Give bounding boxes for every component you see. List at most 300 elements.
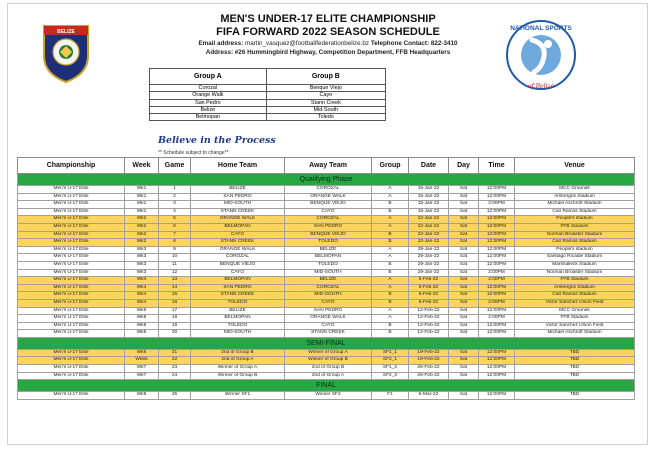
table-row — [18, 292, 635, 300]
table-row — [18, 223, 635, 231]
cell-game: 4 — [159, 208, 191, 216]
col-date: Date — [409, 158, 449, 174]
cell-away-team: BELMOPAN — [285, 254, 372, 262]
groups-row — [150, 92, 386, 99]
cell-championship: Men's U-17 Elite — [18, 299, 125, 307]
cell-day: Sat — [449, 357, 479, 365]
cell-game: 21 — [159, 349, 191, 357]
cell-venue: MCC Grounds — [515, 186, 635, 194]
cell-day: Sat — [449, 315, 479, 323]
cell-away-team: BELIZE — [285, 246, 372, 254]
cell-date: 22-Jan-22 — [409, 239, 449, 247]
contact-line — [138, 39, 518, 48]
cell-time: 12:00PM — [479, 239, 515, 247]
phase-title: SEMI-FINAL — [18, 337, 635, 349]
cell-venue: TBD — [515, 349, 635, 357]
col-group: Group — [372, 158, 409, 174]
groups-row — [150, 85, 386, 92]
cell-week: Wk4 — [125, 277, 159, 285]
cell-away-team: Winner of Group B — [285, 357, 372, 365]
cell-time: 12:00PM — [479, 365, 515, 373]
cell-away-team: CAYO — [285, 322, 372, 330]
col-venue: Venue — [515, 158, 635, 174]
cell-day: Sat — [449, 261, 479, 269]
cell-away-team: Winner of Group A — [285, 349, 372, 357]
table-row — [18, 216, 635, 224]
cell-date: 19-Feb-22 — [409, 349, 449, 357]
table-row — [18, 315, 635, 323]
cell-game: 8 — [159, 239, 191, 247]
cell-date: 5-Feb-22 — [409, 277, 449, 285]
cell-week: Wk3 — [125, 269, 159, 277]
table-row — [18, 261, 635, 269]
cell-group: SF2_2 — [372, 372, 409, 380]
cell-away-team: BENQUE VIEJO — [285, 231, 372, 239]
cell-venue: Carl Ramos Stadium — [515, 292, 635, 300]
cell-venue: Ambergris Stadium — [515, 193, 635, 201]
cell-group: A — [372, 254, 409, 262]
cell-championship: Men's U-17 Elite — [18, 277, 125, 285]
cell-home-team: BELIZE — [191, 307, 285, 315]
cell-time: 12:00PM — [479, 216, 515, 224]
table-row — [18, 269, 635, 277]
cell-day: Sat — [449, 239, 479, 247]
cell-group: F1 — [372, 392, 409, 400]
cell-game: 23 — [159, 365, 191, 373]
cell-group: A — [372, 246, 409, 254]
phase-header-row — [18, 174, 635, 186]
cell-championship: Men's U-17 Elite — [18, 372, 125, 380]
schedule-header-row — [18, 158, 635, 174]
cell-championship: Men's U-17 Elite — [18, 392, 125, 400]
cell-home-team: Winner of Group B — [191, 372, 285, 380]
cell-venue: FFB Stadium — [515, 223, 635, 231]
cell-championship: Men's U-17 Elite — [18, 330, 125, 338]
cell-day: Sat — [449, 208, 479, 216]
cell-home-team: BELMOPAN — [191, 277, 285, 285]
cell-week: Wk3 — [125, 261, 159, 269]
cell-day: Sat — [449, 292, 479, 300]
phase-header-row — [18, 337, 635, 349]
cell-home-team: ORANGE WALK — [191, 246, 285, 254]
cell-game: 12 — [159, 269, 191, 277]
cell-week: Wk8 — [125, 392, 159, 400]
cell-day: Sat — [449, 223, 479, 231]
table-row — [18, 231, 635, 239]
svg-text:NATIONAL SPORTS: NATIONAL SPORTS — [510, 25, 572, 32]
col-time: Time — [479, 158, 515, 174]
cell-venue: Norman Broaster Stadium — [515, 269, 635, 277]
group-b-team: Cayo — [266, 92, 385, 99]
cell-date: 12-Feb-22 — [409, 307, 449, 315]
table-row — [18, 299, 635, 307]
cell-game: 25 — [159, 392, 191, 400]
cell-away-team: TOLEDO — [285, 239, 372, 247]
cell-group: B — [372, 239, 409, 247]
cell-day: Sat — [449, 392, 479, 400]
cell-group: A — [372, 284, 409, 292]
group-b-team: Mid-South — [266, 106, 385, 113]
cell-away-team: CAYO — [285, 208, 372, 216]
cell-venue: TBD — [515, 372, 635, 380]
cell-championship: Men's U-17 Elite — [18, 284, 125, 292]
cell-venue: Michael Aschroft Stadium — [515, 330, 635, 338]
cell-time: 12:00PM — [479, 349, 515, 357]
cell-group: A — [372, 216, 409, 224]
cell-day: Sat — [449, 365, 479, 373]
cell-time: 12:00PM — [479, 372, 515, 380]
cell-game: 24 — [159, 372, 191, 380]
ffb-crest-logo — [38, 22, 94, 84]
cell-away-team: 2nd of Group B — [285, 365, 372, 373]
title-line-1: MEN'S UNDER-17 ELITE CHAMPIONSHIP — [220, 13, 436, 25]
cell-group: B — [372, 201, 409, 209]
cell-home-team: STANN CREEK — [191, 292, 285, 300]
cell-away-team: COROZAL — [285, 284, 372, 292]
cell-week: Wk2 — [125, 216, 159, 224]
cell-date: 5-Feb-22 — [409, 299, 449, 307]
cell-day: Sat — [449, 322, 479, 330]
cell-championship: Men's U-17 Elite — [18, 186, 125, 194]
cell-championship: Men's U-17 Elite — [18, 223, 125, 231]
cell-group: B — [372, 269, 409, 277]
cell-championship: Men's U-17 Elite — [18, 231, 125, 239]
group-a-team: San Pedro — [150, 99, 267, 106]
cell-day: Sat — [449, 330, 479, 338]
cell-home-team: BELMOPAN — [191, 315, 285, 323]
cell-away-team: MID-SOUTH — [285, 269, 372, 277]
table-row — [18, 201, 635, 209]
cell-time: 12:00PM — [479, 284, 515, 292]
cell-game: 18 — [159, 315, 191, 323]
cell-venue: People's stadium — [515, 246, 635, 254]
group-b-header: Group B — [266, 69, 385, 85]
cell-date: 26-Feb-22 — [409, 365, 449, 373]
cell-time: 12:00PM — [479, 208, 515, 216]
group-a-team: Corozal — [150, 85, 267, 92]
title-line-2: FIFA FORWARD 2022 SEASON SCHEDULE — [216, 26, 440, 38]
table-row — [18, 322, 635, 330]
cell-time: 12:00PM — [479, 261, 515, 269]
cell-venue: Carl Ramos Stadium — [515, 208, 635, 216]
cell-home-team: COROZAL — [191, 254, 285, 262]
cell-week: Wk5 — [125, 322, 159, 330]
cell-away-team: Winner SF2 — [285, 392, 372, 400]
cell-home-team: STANN CREEK — [191, 208, 285, 216]
cell-home-team: TOLEDO — [191, 299, 285, 307]
cell-group: B — [372, 231, 409, 239]
group-a-team: Orange Walk — [150, 92, 267, 99]
cell-home-team: STANN CREEK — [191, 239, 285, 247]
cell-game: 19 — [159, 322, 191, 330]
cell-date: 15-Jan-22 — [409, 208, 449, 216]
cell-championship: Men's U-17 Elite — [18, 216, 125, 224]
cell-date: 19-Feb-22 — [409, 357, 449, 365]
cell-day: Sat — [449, 254, 479, 262]
col-game: Game — [159, 158, 191, 174]
cell-time: 12:00PM — [479, 254, 515, 262]
cell-away-team: STANN CREEK — [285, 330, 372, 338]
schedule-document — [7, 3, 648, 445]
cell-day: Sat — [449, 307, 479, 315]
cell-week: Wk2 — [125, 231, 159, 239]
cell-day: Sat — [449, 246, 479, 254]
cell-date: 5-Feb-22 — [409, 284, 449, 292]
cell-away-team: COROZAL — [285, 186, 372, 194]
cell-time: 2:00PM — [479, 277, 515, 285]
table-row — [18, 365, 635, 373]
cell-home-team: BELIZE — [191, 186, 285, 194]
cell-day: Sat — [449, 193, 479, 201]
cell-game: 13 — [159, 277, 191, 285]
cell-day: Sat — [449, 186, 479, 194]
cell-time: 12:00PM — [479, 231, 515, 239]
cell-group: A — [372, 223, 409, 231]
cell-week: Wk1 — [125, 208, 159, 216]
cell-home-team: CAYO — [191, 231, 285, 239]
cell-championship: Men's U-17 Elite — [18, 349, 125, 357]
cell-day: Sat — [449, 216, 479, 224]
cell-away-team: TOLEDO — [285, 261, 372, 269]
phase-title: Qualifying Phase — [18, 174, 635, 186]
email-label: Email address: — [198, 40, 244, 47]
cell-group: SF2_1 — [372, 357, 409, 365]
cell-time: 12:00PM — [479, 392, 515, 400]
cell-home-team: TOLEDO — [191, 322, 285, 330]
cell-game: 7 — [159, 231, 191, 239]
cell-game: 11 — [159, 261, 191, 269]
address-line: Address: #26 Hummingbird Highway, Competition Department, FFB Headquarters — [205, 49, 451, 56]
col-championship: Championship — [18, 158, 125, 174]
cell-venue: Ambergris Stadium — [515, 284, 635, 292]
cell-venue: TBD — [515, 392, 635, 400]
group-a-team: Belmopan — [150, 114, 267, 121]
cell-home-team: ORANGE WALK — [191, 216, 285, 224]
cell-away-team: SAN PEDRO — [285, 223, 372, 231]
cell-away-team: 2nd of Group A — [285, 372, 372, 380]
cell-game: 20 — [159, 330, 191, 338]
group-b-team: Toledo — [266, 114, 385, 121]
cell-week: Wk4 — [125, 292, 159, 300]
cell-championship: Men's U-17 Elite — [18, 315, 125, 323]
phase-header-row — [18, 380, 635, 392]
cell-date: 15-Jan-22 — [409, 201, 449, 209]
cell-home-team: 2nd of Group B — [191, 349, 285, 357]
cell-date: 15-Jan-22 — [409, 186, 449, 194]
cell-championship: Men's U-17 Elite — [18, 193, 125, 201]
cell-time: 12:00PM — [479, 246, 515, 254]
cell-venue: Santiago Ricalde Stadium — [515, 254, 635, 262]
cell-home-team: MID-SOUTH — [191, 330, 285, 338]
cell-date: 29-Jan-22 — [409, 254, 449, 262]
cell-game: 5 — [159, 216, 191, 224]
phone-value: 822-3410 — [430, 40, 458, 47]
table-row — [18, 330, 635, 338]
cell-championship: Men's U-17 Elite — [18, 201, 125, 209]
cell-time: 2:00PM — [479, 315, 515, 323]
cell-week: Wk4 — [125, 299, 159, 307]
table-row — [18, 239, 635, 247]
cell-championship: Men's U-17 Elite — [18, 269, 125, 277]
group-b-team: Benque Viejo — [266, 85, 385, 92]
cell-away-team: SAN PEDRO — [285, 307, 372, 315]
cell-date: 29-Jan-22 — [409, 261, 449, 269]
cell-time: 12:00PM — [479, 357, 515, 365]
cell-day: Sat — [449, 372, 479, 380]
cell-venue: FFB Stadium — [515, 315, 635, 323]
cell-date: 12-Feb-22 — [409, 322, 449, 330]
cell-away-team: MID-SOUTH — [285, 292, 372, 300]
cell-date: 12-Feb-22 — [409, 330, 449, 338]
cell-time: 2:00PM — [479, 299, 515, 307]
cell-time: 12:00PM — [479, 330, 515, 338]
cell-day: Sat — [449, 269, 479, 277]
cell-away-team: CAYO — [285, 299, 372, 307]
table-row — [18, 372, 635, 380]
cell-week: Wk1 — [125, 186, 159, 194]
table-row — [18, 208, 635, 216]
schedule-note: ** Schedule subject to change** — [158, 150, 229, 156]
cell-away-team: BELIZE — [285, 277, 372, 285]
cell-away-team: ORANGE WALK — [285, 193, 372, 201]
cell-time: 12:00PM — [479, 193, 515, 201]
cell-away-team: ORANGE WALK — [285, 315, 372, 323]
table-row — [18, 254, 635, 262]
cell-date: 15-Jan-22 — [409, 193, 449, 201]
cell-championship: Men's U-17 Elite — [18, 357, 125, 365]
cell-venue: Carl Ramos Stadium — [515, 239, 635, 247]
table-row — [18, 277, 635, 285]
cell-championship: Men's U-17 Elite — [18, 365, 125, 373]
group-a-team: Belize — [150, 106, 267, 113]
cell-championship: Men's U-17 Elite — [18, 292, 125, 300]
cell-game: 2 — [159, 193, 191, 201]
cell-week: Wk1 — [125, 193, 159, 201]
cell-week: Wk1 — [125, 201, 159, 209]
cell-game: 14 — [159, 284, 191, 292]
document-header — [138, 13, 518, 57]
cell-game: 3 — [159, 201, 191, 209]
groups-row — [150, 114, 386, 121]
group-b-team: Stann Creek — [266, 99, 385, 106]
table-row — [18, 284, 635, 292]
cell-week: Wk3 — [125, 246, 159, 254]
cell-venue: Norman Broaster Stadium — [515, 231, 635, 239]
cell-week: Wk3 — [125, 254, 159, 262]
cell-championship: Men's U-17 Elite — [18, 246, 125, 254]
cell-time: 12:00PM — [479, 307, 515, 315]
cell-group: SF1_1 — [372, 349, 409, 357]
cell-day: Sat — [449, 299, 479, 307]
col-away-team: Away Team — [285, 158, 372, 174]
cell-championship: Men's U-17 Elite — [18, 239, 125, 247]
cell-group: B — [372, 208, 409, 216]
cell-venue: Marshalleck Stadium — [515, 261, 635, 269]
phase-title: FINAL — [18, 380, 635, 392]
groups-row — [150, 106, 386, 113]
cell-game: 1 — [159, 186, 191, 194]
email-value[interactable]: martin_vasquez@footballfederationbelize.bz — [245, 40, 370, 47]
cell-date: 5-Mar-22 — [409, 392, 449, 400]
cell-group: B — [372, 299, 409, 307]
cell-group: A — [372, 193, 409, 201]
cell-day: Sat — [449, 231, 479, 239]
col-home-team: Home Team — [191, 158, 285, 174]
col-day: Day — [449, 158, 479, 174]
cell-time: 2:00PM — [479, 201, 515, 209]
cell-home-team: SAN PEDRO — [191, 193, 285, 201]
cell-group: A — [372, 186, 409, 194]
cell-venue: Victor Sanchez Union Field — [515, 299, 635, 307]
phone-label: Telephone Contact: — [370, 40, 430, 47]
cell-date: 22-Jan-22 — [409, 231, 449, 239]
cell-week: Wk4 — [125, 284, 159, 292]
cell-venue: FFB Stadium — [515, 277, 635, 285]
cell-group: B — [372, 292, 409, 300]
cell-venue: People's stadium — [515, 216, 635, 224]
cell-game: 22 — [159, 357, 191, 365]
groups-row — [150, 99, 386, 106]
cell-game: 15 — [159, 292, 191, 300]
cell-venue: Michael Aschroft Stadium — [515, 201, 635, 209]
cell-week: Wk2 — [125, 239, 159, 247]
cell-home-team: Winner SF1 — [191, 392, 285, 400]
cell-game: 6 — [159, 223, 191, 231]
group-a-header: Group A — [150, 69, 267, 85]
cell-date: 26-Feb-22 — [409, 372, 449, 380]
cell-championship: Men's U-17 Elite — [18, 307, 125, 315]
cell-away-team: BENQUE VIEJO — [285, 201, 372, 209]
cell-group: B — [372, 322, 409, 330]
cell-game: 9 — [159, 246, 191, 254]
cell-home-team: BENQUE VIEJO — [191, 261, 285, 269]
cell-game: 17 — [159, 307, 191, 315]
cell-home-team: MID-SOUTH — [191, 201, 285, 209]
table-row — [18, 307, 635, 315]
cell-venue: Victor Sanchez Union Field — [515, 322, 635, 330]
cell-date: 5-Feb-22 — [409, 292, 449, 300]
cell-date: 12-Feb-22 — [409, 315, 449, 323]
logo-left-text: BELIZE — [57, 29, 75, 35]
table-row — [18, 246, 635, 254]
cell-game: 16 — [159, 299, 191, 307]
cell-home-team: BELMOPAN — [191, 223, 285, 231]
cell-date: 29-Jan-22 — [409, 246, 449, 254]
col-week: Week — [125, 158, 159, 174]
cell-home-team: CAYO — [191, 269, 285, 277]
cell-championship: Men's U-17 Elite — [18, 254, 125, 262]
cell-group: B — [372, 330, 409, 338]
cell-championship: Men's U-17 Elite — [18, 261, 125, 269]
cell-away-team: COROZAL — [285, 216, 372, 224]
cell-date: 22-Jan-22 — [409, 216, 449, 224]
cell-home-team: 2nd of Group A — [191, 357, 285, 365]
cell-group: A — [372, 315, 409, 323]
cell-time: 12:00PM — [479, 186, 515, 194]
cell-group: A — [372, 307, 409, 315]
cell-week: Wk66 — [125, 357, 159, 365]
cell-venue: MCC Grounds — [515, 307, 635, 315]
cell-time: 12:00PM — [479, 223, 515, 231]
cell-date: 22-Jan-22 — [409, 223, 449, 231]
cell-venue: TBD — [515, 357, 635, 365]
svg-text:of Belize: of Belize — [527, 83, 555, 90]
table-row — [18, 349, 635, 357]
cell-day: Sat — [449, 284, 479, 292]
table-row — [18, 193, 635, 201]
cell-week: Wk5 — [125, 330, 159, 338]
cell-home-team: Winner of Group A — [191, 365, 285, 373]
